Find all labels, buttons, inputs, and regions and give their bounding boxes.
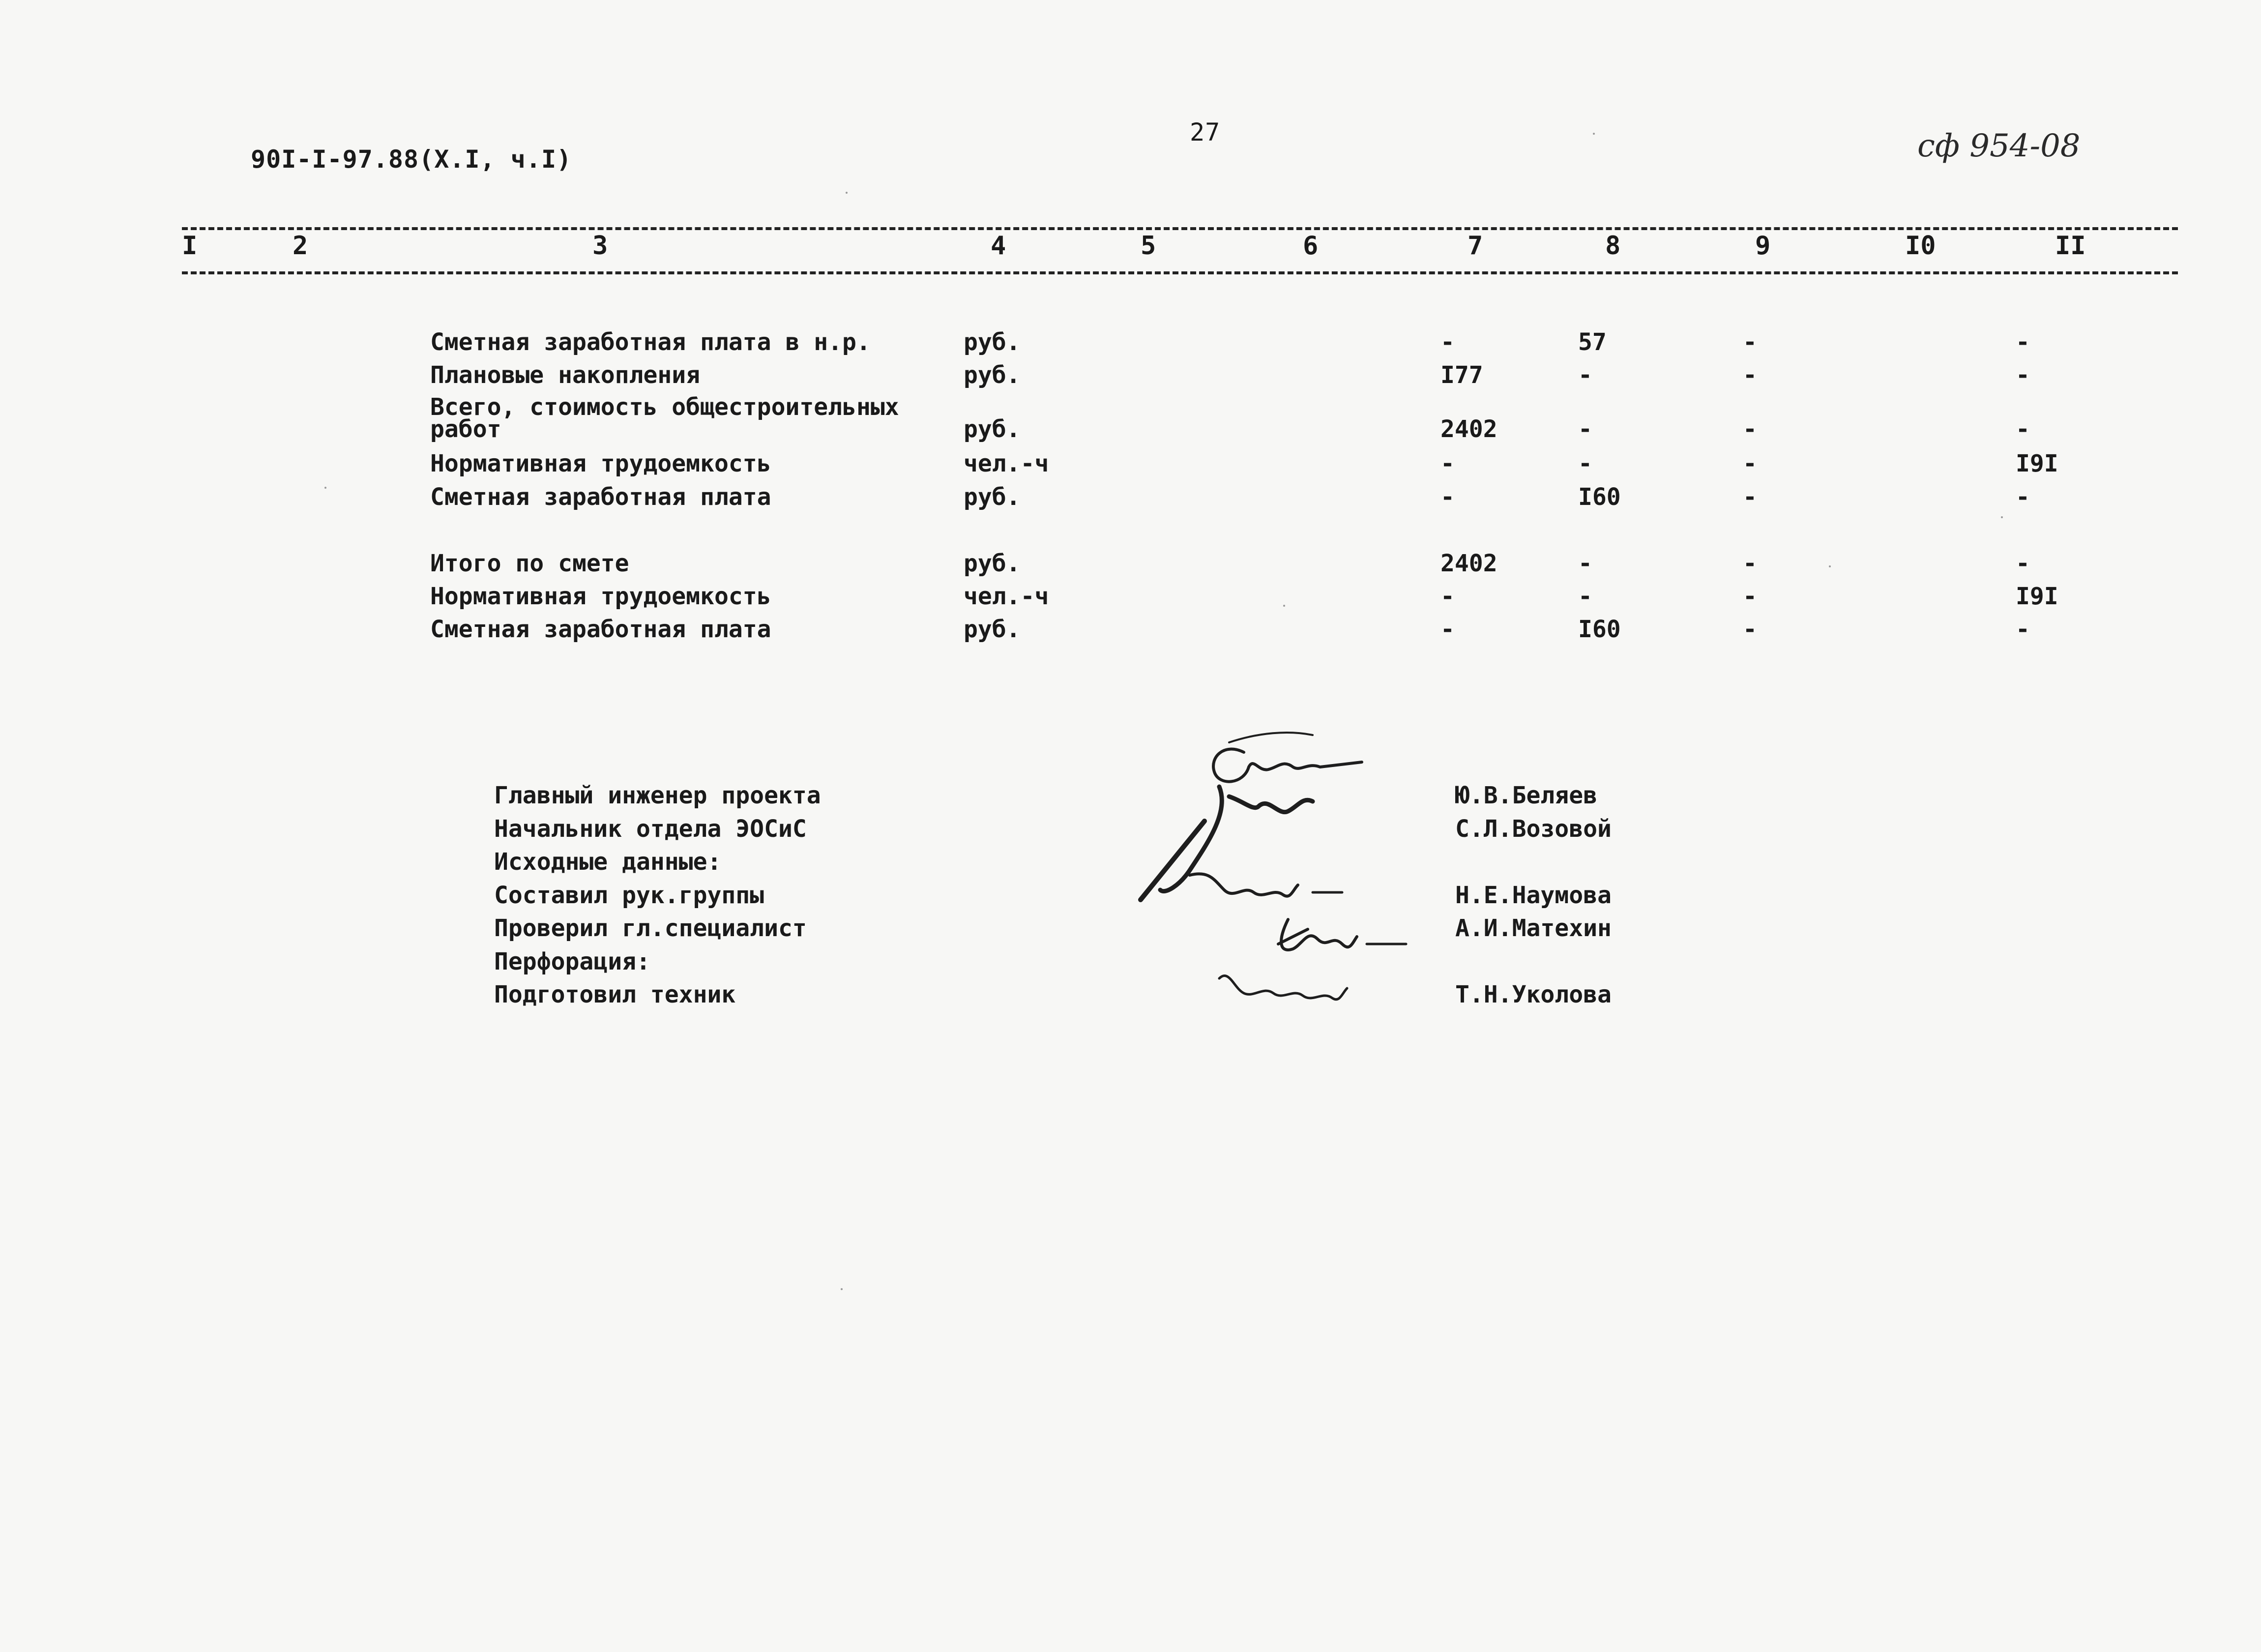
row-col11: -	[2016, 328, 2030, 356]
row-name: Итого по смете	[430, 550, 629, 577]
row-col7: -	[1440, 483, 1455, 511]
row-col8: I60	[1578, 616, 1621, 643]
row-col11: -	[2016, 550, 2030, 577]
row-name: Всего, стоимость общестроительных	[430, 393, 899, 421]
signature-mark-2	[1160, 787, 1313, 891]
row-col11: -	[2016, 415, 2030, 443]
signature-mark-4	[1278, 919, 1357, 950]
row-col9: -	[1743, 550, 1757, 577]
row-name-continued: работ	[430, 415, 501, 443]
row-col9: -	[1743, 483, 1757, 511]
row-col8: -	[1578, 450, 1592, 477]
row-col9: -	[1743, 450, 1757, 477]
scan-speck	[1593, 133, 1595, 135]
scan-speck	[324, 487, 326, 489]
row-unit: чел.-ч	[964, 583, 1049, 610]
column-number-1: I	[182, 231, 198, 261]
row-name: Сметная заработная плата	[430, 483, 771, 511]
column-number-8: 8	[1605, 231, 1621, 261]
row-col7: -	[1440, 583, 1455, 610]
scan-speck	[1283, 605, 1285, 607]
row-col11: I9I	[2016, 450, 2058, 477]
signature-person: Н.Е.Наумова	[1455, 882, 1612, 909]
row-col11: -	[2016, 361, 2030, 389]
column-number-7: 7	[1468, 231, 1483, 261]
row-col9: -	[1743, 583, 1757, 610]
scan-speck	[841, 1288, 843, 1290]
row-col7: 2402	[1440, 550, 1498, 577]
row-col9: -	[1743, 361, 1757, 389]
table-row	[0, 550, 2261, 579]
row-col11: -	[2016, 616, 2030, 643]
signature-person: Ю.В.Беляев	[1455, 782, 1597, 809]
row-unit: руб.	[964, 415, 1021, 443]
signature-role: Проверил гл.специалист	[494, 914, 807, 942]
row-unit: руб.	[964, 616, 1021, 643]
table-row	[0, 393, 2261, 447]
signature-person: А.И.Матехин	[1455, 914, 1612, 942]
signature-role: Составил рук.группы	[494, 882, 764, 909]
row-col8: -	[1578, 550, 1592, 577]
signature-role: Подготовил техник	[494, 981, 736, 1008]
archive-stamp: сф 954-08	[1917, 128, 2081, 164]
signature-person: Т.Н.Уколова	[1455, 981, 1612, 1008]
signature-role: Главный инженер проекта	[494, 782, 821, 809]
row-col7: I77	[1440, 361, 1483, 389]
row-col8: I60	[1578, 483, 1621, 511]
row-col11: I9I	[2016, 583, 2058, 610]
column-number-5: 5	[1141, 231, 1156, 261]
row-col7: 2402	[1440, 415, 1498, 443]
row-col9: -	[1743, 415, 1757, 443]
column-number-2: 2	[293, 231, 308, 261]
column-number-3: 3	[592, 231, 608, 261]
scan-speck	[846, 192, 848, 194]
table-row	[0, 616, 2261, 645]
page-number: 27	[1190, 118, 1221, 147]
column-number-9: 9	[1755, 231, 1771, 261]
column-number-10: I0	[1905, 231, 1936, 261]
row-name: Плановые накопления	[430, 361, 701, 389]
row-name: Сметная заработная плата	[430, 616, 771, 643]
row-col11: -	[2016, 483, 2030, 511]
handwritten-signatures	[1131, 713, 1475, 1032]
row-col7: -	[1440, 616, 1455, 643]
document-code: 90I-I-97.88(X.I, ч.I)	[251, 145, 572, 174]
signature-role: Исходные данные:	[494, 848, 722, 876]
row-unit: чел.-ч	[964, 450, 1049, 477]
row-col8: -	[1578, 583, 1592, 610]
signature-mark-3	[1190, 874, 1298, 896]
table-header-bottom-rule	[182, 271, 2178, 274]
table-row	[0, 328, 2261, 358]
row-col8: -	[1578, 361, 1592, 389]
row-col7: -	[1440, 450, 1455, 477]
row-unit: руб.	[964, 550, 1021, 577]
signature-person: С.Л.Возовой	[1455, 815, 1612, 843]
row-col9: -	[1743, 616, 1757, 643]
row-col8: -	[1578, 415, 1592, 443]
row-unit: руб.	[964, 328, 1021, 356]
row-col9: -	[1743, 328, 1757, 356]
signature-role: Перфорация:	[494, 948, 650, 975]
signature-mark-1	[1213, 749, 1362, 782]
signature-role: Начальник отдела ЭОСиС	[494, 815, 807, 843]
row-name: Сметная заработная плата в н.р.	[430, 328, 871, 356]
row-unit: руб.	[964, 361, 1021, 389]
column-number-4: 4	[991, 231, 1006, 261]
table-row	[0, 361, 2261, 391]
column-number-11: II	[2055, 231, 2086, 261]
column-number-6: 6	[1303, 231, 1319, 261]
table-row	[0, 450, 2261, 479]
scan-speck	[1829, 565, 1831, 567]
row-unit: руб.	[964, 483, 1021, 511]
row-name: Нормативная трудоемкость	[430, 583, 771, 610]
row-name: Нормативная трудоемкость	[430, 450, 771, 477]
table-row	[0, 583, 2261, 612]
row-col7: -	[1440, 328, 1455, 356]
table-header-top-rule	[182, 227, 2178, 230]
row-col8: 57	[1578, 328, 1607, 356]
table-row	[0, 483, 2261, 513]
signature-mark-5	[1219, 975, 1347, 999]
scan-speck	[2001, 516, 2003, 518]
